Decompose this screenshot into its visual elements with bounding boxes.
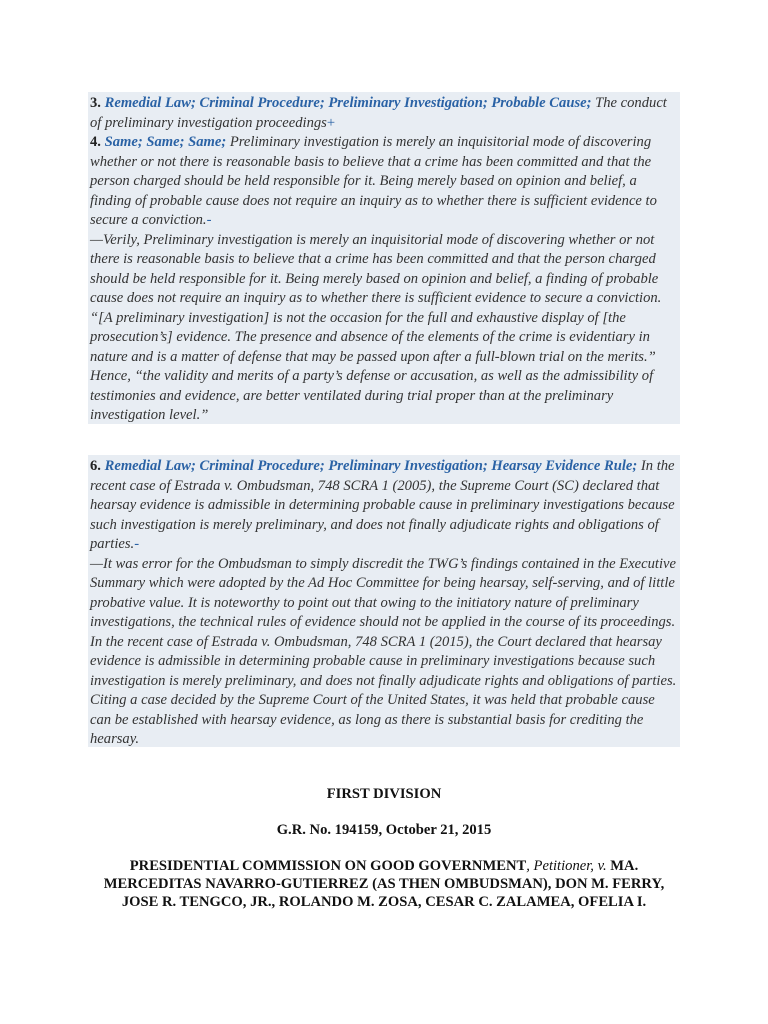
item-number: 3. — [90, 95, 101, 111]
syllabus-block-1 — [88, 92, 680, 424]
syllabus-item-3 — [90, 94, 678, 133]
case-number: G.R. No. 194159, October 21, 2015 — [276, 822, 492, 838]
topic-link[interactable]: Remedial Law; Criminal Procedure; Preliminary Investigation; Probable Cause; — [104, 95, 592, 111]
petitioner: PRESIDENTIAL COMMISSION ON GOOD GOVERNMENT — [129, 858, 527, 874]
party-role: , Petitioner, v. — [526, 858, 611, 874]
item-body: —Verily, Preliminary investigation is merely an inquisitorial mode of discovering whether or not there is reasonable basis to believe that a crime has been committed and that the person charged should be held responsible for it. Being merely based on opinion and belief, a finding of probable cause does not require an inquiry as to whether there is sufficient evidence to secure a conviction. “[A preliminary investigation] is not the occasion for the full and exhaustive display of [the prosecution’s] evidence. The presence and absence of the elements of the crime is evidentiary in nature and is a matter of defense that may be passed upon after a full-blown trial on the merits.” Hence, “the validity and merits of a party’s defense or accusation, as well as the admissibility of testimonies and evidence, are better ventilated during trial proper than at the preliminary investigation level.” — [90, 231, 662, 423]
respondents: MA. MERCEDITAS NAVARRO-GUTIERREZ (AS THEN OMBUDSMAN), DON M. FERRY, JOSE R. TENGCO, JR., ROLANDO M. ZOSA, CESAR C. ZALAMEA, OFELIA I. — [103, 858, 665, 910]
item-text: Preliminary investigation is merely an inquisitorial mode of discovering whether or not there is reasonable basis to believe that a crime has been committed and that the person charged should be held responsible for it. Being merely based on opinion and belief, a finding of probable cause does not require an inquiry as to whether there is sufficient evidence to secure a conviction. — [90, 134, 657, 228]
item-number: 4. — [90, 134, 101, 150]
topic-link[interactable]: Remedial Law; Criminal Procedure; Preliminary Investigation; Hearsay Evidence Rule; — [104, 458, 638, 474]
syllabus-item-4 — [90, 133, 678, 231]
collapse-toggle[interactable]: - — [134, 536, 140, 552]
syllabus-item-6 — [90, 457, 678, 555]
item-body: —It was error for the Ombudsman to simply discredit the TWG’s findings contained in the Executive Summary which were adopted by the Ad Hoc Committee for being hearsay, self-serving, and of little probative value. It is noteworthy to point out that owing to the initiatory nature of preliminary investigations, the technical rules of evidence should not be applied in the course of its proceedings. In the recent case of Estrada v. Ombudsman, 748 SCRA 1 (2015), the Court declared that hearsay evidence is admissible in determining probable cause in preliminary investigations because such investigation is merely preliminary, and does not finally adjudicate rights and obligations of parties. Citing a case decided by the Supreme Court of the United States, it was held that probable cause can be established with hearsay evidence, as long as there is substantial basis for crediting the hearsay. — [90, 555, 677, 747]
syllabus-block-2 — [88, 455, 680, 747]
division-heading: FIRST DIVISION — [326, 786, 442, 802]
item-number: 6. — [90, 458, 101, 474]
expand-toggle[interactable]: + — [326, 114, 336, 131]
case-parties — [88, 857, 680, 911]
item-text: The conduct of preliminary investigation proceedings — [90, 95, 667, 131]
collapse-toggle[interactable]: - — [206, 212, 212, 228]
item-text: In the recent case of Estrada v. Ombudsman, 748 SCRA 1 (2005), the Supreme Court (SC) declared that hearsay evidence is admissible in determining probable cause in preliminary investigations because such investigation is merely preliminary, and does not finally adjudicate rights and obligations of parties. — [90, 458, 675, 552]
topic-link[interactable]: Same; Same; Same; — [104, 134, 227, 150]
